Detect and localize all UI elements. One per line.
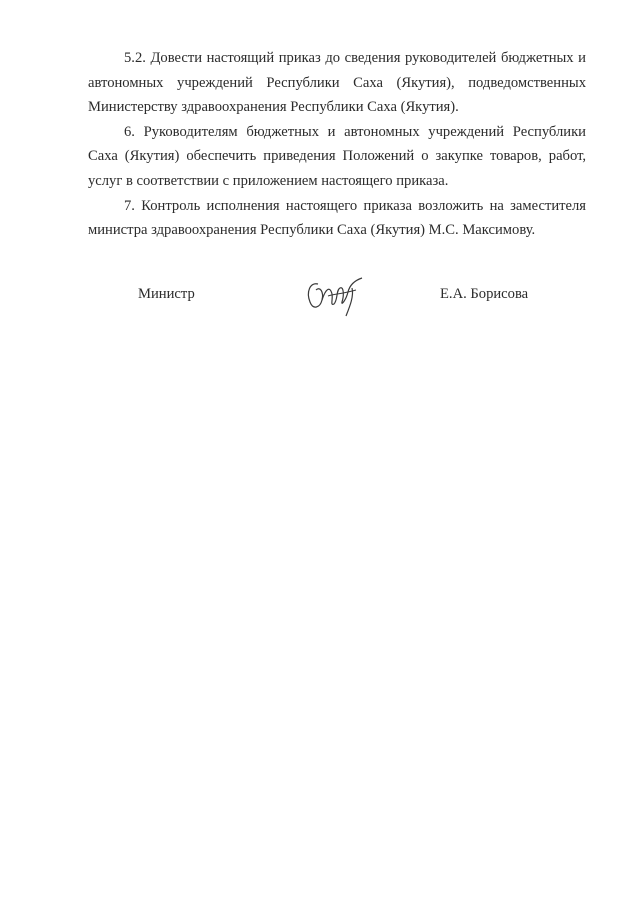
paragraph-6: 6. Руководителям бюджетных и автономных учреждений Республики Саха (Якутия) обеспечить приведения Положений о закупке товаров, работ, услуг в соответствии с приложением настоящего приказа.: [88, 123, 586, 189]
paragraph-7: 7. Контроль исполнения настоящего приказа возложить на заместителя министра здравоохранения Республики Саха (Якутия) М.С. Максимову.: [88, 197, 586, 239]
paragraph-5-2: 5.2. Довести настоящий приказ до сведения руководителей бюджетных и автономных учреждений Республики Саха (Якутия), подведомственных Министерству здравоохранения Республики Саха (Якутия).: [88, 50, 586, 116]
signatory-name: Е.А. Борисова: [440, 286, 529, 302]
document-body: [88, 46, 586, 243]
handwritten-signature: [300, 270, 372, 320]
signatory-title: Министр: [138, 286, 195, 302]
signature-block: [0, 270, 640, 330]
